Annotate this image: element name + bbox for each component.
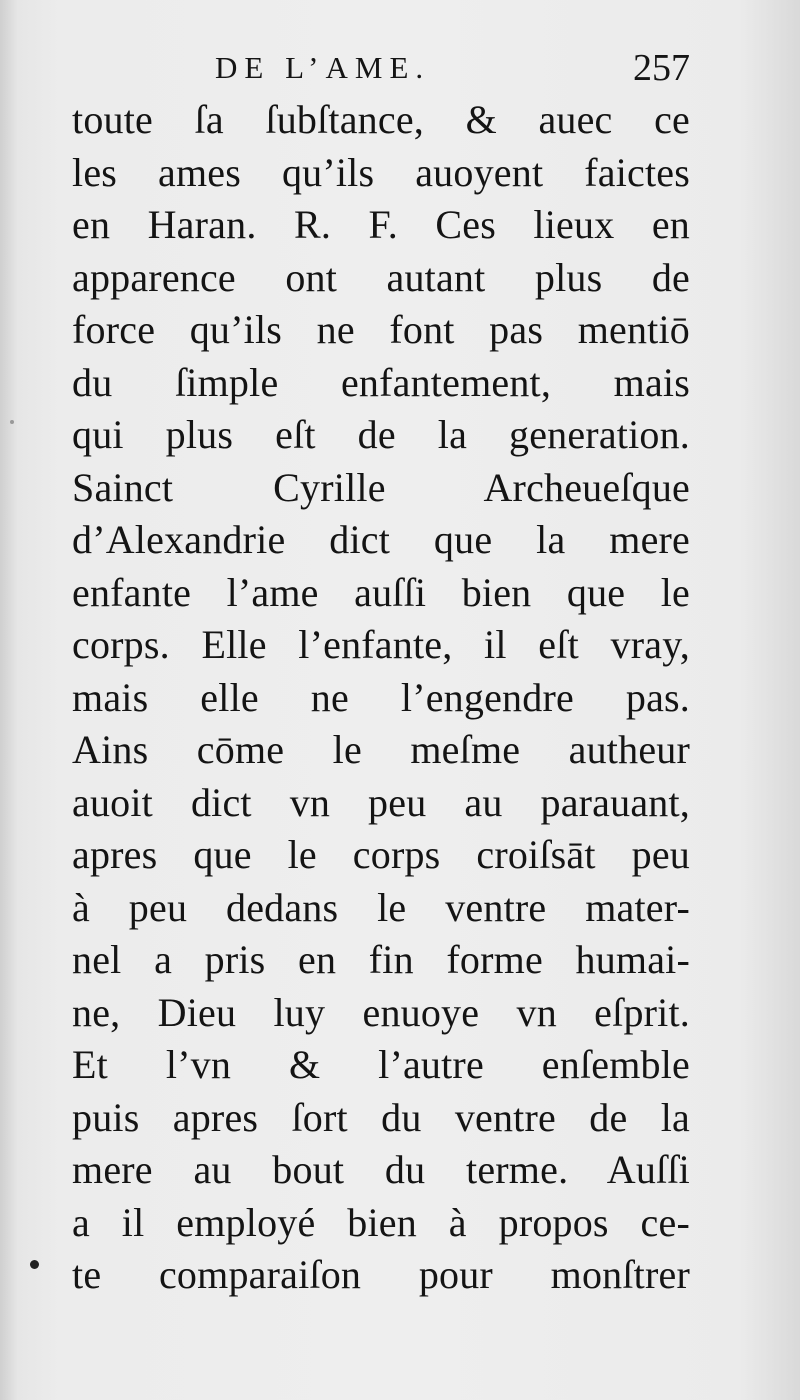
text-line: en Haran. R. F. Ces lieux en [72, 202, 690, 247]
running-head: DE L’AME. [215, 50, 431, 85]
text-line: toute ſa ſubſtance, & auec ce [72, 97, 690, 142]
text-line: Sainct Cyrille Archeueſque [72, 464, 690, 510]
text-line: auoit dict vn peu au parauant, [72, 779, 690, 825]
paper-speck [10, 420, 14, 424]
text-line: apparence ont autant plus de [72, 254, 690, 300]
text-line: Et l’vn & l’autre enſemble [72, 1042, 690, 1087]
text-line: mere au bout du terme. Auſſi [72, 1147, 690, 1192]
text-line: enfante l’ame auſſi bien que le [72, 569, 690, 615]
text-line: a il employé bien à propos ce- [72, 1199, 690, 1245]
text-line: du ſimple enfantement, mais [72, 359, 690, 405]
text-line: corps. Elle l’enfante, il eſt vray, [72, 622, 690, 667]
text-line: qui plus eſt de la generation. [72, 412, 690, 457]
ink-spot [30, 1260, 39, 1269]
text-line: te comparaiſon pour monſtrer [72, 1252, 690, 1297]
text-line: nel a pris en fin forme humai- [72, 937, 690, 982]
page-header [215, 46, 690, 96]
page-number: 257 [633, 47, 690, 89]
text-line: à peu dedans le ventre mater- [72, 884, 690, 930]
text-line: ne, Dieu luy enuoye vn eſprit. [72, 989, 690, 1035]
text-line: d’Alexandrie dict que la mere [72, 517, 690, 562]
text-line: force qu’ils ne font pas mentiō [72, 307, 690, 352]
text-line: apres que le corps croiſsāt peu [72, 832, 690, 877]
text-line: les ames qu’ils auoyent faictes [72, 149, 690, 195]
text-line: mais elle ne l’engendre pas. [72, 674, 690, 720]
text-line: Ains cōme le meſme autheur [72, 727, 690, 772]
body-text [72, 94, 690, 1302]
text-line: puis apres ſort du ventre de la [72, 1094, 690, 1140]
